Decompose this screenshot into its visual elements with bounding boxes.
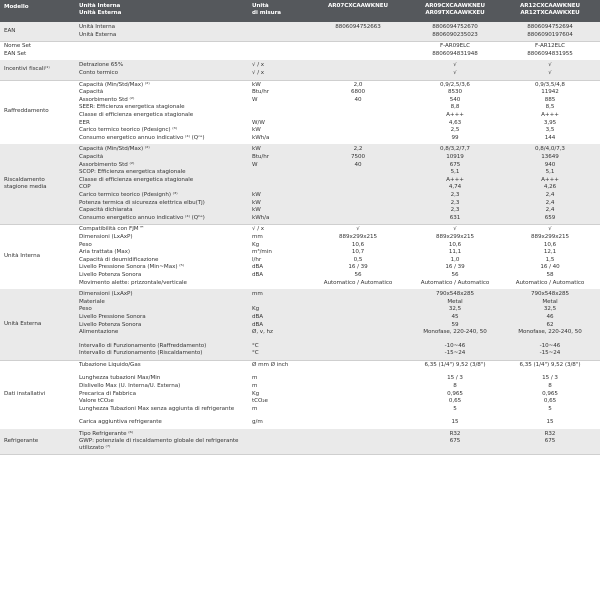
row-unit: mm — [252, 291, 263, 298]
row-name: Livello Pressione Sonora (Min~Max) ⁽⁵⁾ — [79, 264, 185, 271]
value-model-2: √ — [453, 62, 457, 69]
value-model-2: 10,6 — [448, 241, 462, 248]
row-name: Materiale — [79, 298, 105, 305]
value-model-1: 16 / 39 — [348, 264, 368, 271]
row-unit — [252, 438, 308, 452]
section-label — [4, 28, 76, 36]
value-model-3: 2,4 — [545, 207, 555, 214]
value-model-2: 2,3 — [450, 191, 460, 198]
row-unit: W — [252, 161, 258, 168]
value-model-3: 885 — [544, 96, 556, 103]
value-model-2: 16 / 39 — [445, 264, 465, 271]
row-name: Unità Interna — [79, 24, 115, 30]
row-unit: kWh/a — [252, 214, 270, 221]
value-model-2: 99 — [451, 134, 459, 141]
value-model-1: 40 — [354, 96, 362, 103]
value-model-3: 0,965 — [542, 390, 558, 397]
row-name: Dimensioni (LxAxP) — [79, 291, 133, 298]
value-model-3: A+++ — [541, 176, 559, 183]
value-model-1: 2,2 — [353, 146, 363, 153]
row-name: Classe di efficienza energetica stagionale — [79, 176, 194, 183]
row-unit: kW — [252, 127, 261, 134]
value-model-3: 13649 — [541, 153, 559, 160]
section-8 — [0, 429, 600, 454]
header-indoor-label: Unità Interna — [79, 3, 121, 9]
value-model-3: F-AR12ELC — [534, 43, 566, 50]
value-model-3: 62 — [546, 321, 554, 328]
value-model-1 — [310, 362, 406, 376]
value-model-3: 15 / 3 — [542, 375, 558, 382]
value-model-1: 8806094752663 — [335, 24, 381, 30]
value-model-2: 2,3 — [450, 199, 460, 206]
value-model-2: R32 — [449, 430, 461, 437]
section-6 — [0, 289, 600, 360]
row-name: Intervallo di Funzionamento (Raffreddamento) — [79, 342, 207, 349]
value-model-2: -15~24 — [444, 350, 466, 357]
section-label-line: Nome Set — [4, 43, 32, 50]
section-label-line: Dati installativi — [4, 390, 46, 397]
section-label-line: Unità Esterna — [4, 320, 42, 327]
row-name: Lunghezza tubazioni Max/Min — [79, 375, 161, 382]
value-model-2: 45 — [451, 313, 459, 320]
value-model-2: 8530 — [447, 89, 463, 96]
section-label — [4, 438, 76, 446]
row-unit: l/hr — [252, 256, 262, 263]
row-name: Carico termico teorico (Pdesignh) ⁽³⁾ — [79, 191, 178, 198]
value-model-2: 4,63 — [448, 119, 462, 126]
value-model-2: 1,0 — [450, 256, 460, 263]
section-label — [4, 253, 76, 261]
row-unit: Btu/hr — [252, 89, 270, 96]
row-name: Peso — [79, 306, 92, 313]
value-model-2: 32,5 — [448, 306, 462, 313]
row-unit: kW — [252, 146, 261, 153]
value-model-3: 46 — [546, 313, 554, 320]
section-0 — [0, 22, 600, 41]
section-label-line: stagione media — [4, 184, 47, 191]
row-unit: Btu/hr — [252, 153, 270, 160]
value-model-3: 8 — [548, 382, 552, 389]
value-model-1: 7500 — [350, 153, 366, 160]
value-model-2: 56 — [451, 271, 459, 278]
value-model-2: A+++ — [446, 176, 464, 183]
value-model-2: Metal — [447, 298, 463, 305]
row-name: Tipo Refrigerante ⁽⁶⁾ — [79, 430, 134, 437]
row-unit: Kg — [252, 306, 260, 313]
row-name: Precarica di Fabbrica — [79, 390, 136, 397]
row-unit: kW — [252, 207, 261, 214]
value-model-2: 4,74 — [448, 184, 462, 191]
row-unit: m — [252, 375, 258, 382]
value-model-2: 15 / 3 — [447, 375, 463, 382]
value-model-1 — [310, 329, 406, 343]
value-model-3: 2,4 — [545, 199, 555, 206]
value-model-2: 5,1 — [450, 169, 460, 176]
row-name: Aria trattata (Max) — [79, 249, 130, 256]
row-name: Capacità — [79, 89, 104, 96]
value-model-2: 675 — [449, 161, 461, 168]
value-model-3: -10~46 — [539, 342, 561, 349]
header-model-3 — [502, 3, 598, 17]
row-name: Classe di efficienza energetica stagionale — [79, 111, 194, 118]
value-model-2: -10~46 — [444, 342, 466, 349]
value-model-3: 940 — [544, 161, 556, 168]
row-unit: m — [252, 405, 258, 412]
header-model-label: Modello — [4, 4, 29, 10]
row-name: Dimensioni (LxAxP) — [79, 233, 133, 240]
section-label — [4, 66, 76, 74]
header-units — [79, 3, 251, 17]
row-unit: dBA — [252, 313, 264, 320]
row-name: Dislivello Max (U. Interna/U. Esterna) — [79, 382, 181, 389]
value-model-3: 2,4 — [545, 191, 555, 198]
value-model-3: 4,26 — [543, 184, 557, 191]
value-model-2: 8806094831948 — [432, 50, 478, 57]
row-unit: kW — [252, 81, 261, 88]
section-label — [4, 108, 76, 116]
row-name: Lunghezza Tubazioni Max senza aggiunta di refrigerante — [79, 405, 235, 412]
value-model-3: 6,35 (1/4") 9,52 (3/8") — [519, 361, 581, 368]
row-unit: √ / x — [252, 62, 265, 69]
value-model-2: Automatico / Automatico — [420, 279, 490, 286]
value-model-3: 0,8/4,0/7,3 — [535, 146, 565, 153]
row-name: Unità Esterna — [79, 31, 117, 38]
row-name: Capacità di deumidificazione — [79, 256, 159, 263]
header-measure-line2: di misura — [252, 10, 282, 16]
row-name: Movimento alette: prizzontale/verticale — [79, 279, 187, 286]
section-4 — [0, 144, 600, 224]
section-5 — [0, 224, 600, 289]
row-name: Valore tCO₂e — [79, 398, 114, 405]
section-7 — [0, 360, 600, 429]
value-model-2: 540 — [449, 96, 461, 103]
row-name: Assorbimento Std ⁽²⁾ — [79, 161, 135, 168]
value-model-2: 59 — [451, 321, 459, 328]
value-model-2: 8806090235023 — [432, 31, 478, 38]
header-model-2-outdoor: AR09TXCAAWKXEU — [425, 10, 485, 16]
value-model-3: 659 — [544, 214, 556, 221]
value-model-3: 12,1 — [543, 249, 557, 256]
row-unit: W — [252, 96, 258, 103]
value-model-3: 790x548x285 — [530, 291, 570, 298]
value-model-2: 0,9/2,5/3,6 — [440, 81, 470, 88]
header-model — [4, 4, 76, 11]
value-model-3: 144 — [544, 134, 556, 141]
row-name: Capacità dichiarata — [79, 207, 133, 214]
value-model-2: 10919 — [446, 153, 464, 160]
value-model-3: R32 — [544, 430, 556, 437]
value-model-2: 0,965 — [447, 390, 463, 397]
value-model-3: 0,65 — [543, 398, 557, 405]
value-model-3: -15~24 — [539, 350, 561, 357]
value-model-3: 3,95 — [543, 119, 557, 126]
section-label-line: Riscaldamento — [4, 176, 45, 183]
row-name: EER — [79, 119, 90, 126]
header-model-3-indoor: AR12CXCAAWKNEU — [519, 3, 580, 9]
value-model-1: 2,0 — [353, 81, 363, 88]
value-model-2: 8806094752670 — [432, 24, 478, 30]
row-name: Livello Potenza Sonora — [79, 271, 142, 278]
row-unit: kW — [252, 199, 261, 206]
row-name: Carica aggiuntiva refrigerante — [79, 419, 162, 426]
section-label-line: Incentivi fiscali⁽¹⁾ — [4, 66, 50, 73]
value-model-2: 2,3 — [450, 207, 460, 214]
value-model-3: √ — [548, 62, 552, 69]
section-label — [4, 43, 76, 58]
value-model-1: 56 — [354, 271, 362, 278]
row-unit: dBA — [252, 271, 264, 278]
value-model-3: 11942 — [541, 89, 559, 96]
value-model-3: 5,1 — [545, 169, 555, 176]
row-unit: m³/min — [252, 249, 272, 256]
value-model-3: Automatico / Automatico — [515, 279, 585, 286]
value-model-1: 10,6 — [351, 241, 365, 248]
row-name: Livello Pressione Sonora — [79, 313, 146, 320]
row-name: Peso — [79, 241, 92, 248]
header-measure — [252, 3, 308, 17]
value-model-3: 16 / 40 — [540, 264, 560, 271]
value-model-2: 15 — [451, 419, 459, 426]
value-model-1: 0,5 — [353, 256, 363, 263]
value-model-3: 8806094831955 — [527, 50, 573, 57]
value-model-1: 10,7 — [351, 249, 365, 256]
value-model-2: 2,5 — [450, 127, 460, 134]
row-unit: √ / x — [252, 226, 265, 233]
value-model-2: 8,8 — [450, 104, 460, 111]
row-name: Alimentazione — [79, 329, 119, 336]
value-model-2: 0,65 — [448, 398, 462, 405]
section-divider — [0, 454, 600, 455]
value-model-3: 889x299x215 — [530, 233, 570, 240]
value-model-2: 0,8/3,2/7,7 — [440, 146, 470, 153]
row-unit: kWh/a — [252, 134, 270, 141]
header-model-1-indoor: AR07CXCAAWKNEU — [327, 3, 388, 9]
row-unit: Kg — [252, 241, 260, 248]
value-model-3: 675 — [544, 438, 556, 445]
header-model-1 — [310, 3, 406, 10]
section-label-line: Refrigerante — [4, 437, 39, 444]
row-unit: Ø mm Ø inch — [252, 361, 289, 368]
value-model-2: 6,35 (1/4") 9,52 (3/8") — [424, 361, 486, 368]
value-model-3: 8,5 — [545, 104, 555, 111]
value-model-3: 8806094752694 — [527, 24, 573, 30]
row-name: GWP: potenziale di riscaldamento globale del refrigerante utilizzato ⁽⁷⁾ — [79, 438, 239, 452]
row-unit: √ / x — [252, 69, 265, 76]
value-model-2: √ — [453, 69, 457, 76]
row-name: Capacità (Min/Std/Max) ⁽²⁾ — [79, 146, 150, 153]
section-label — [4, 391, 76, 399]
row-name: Detrazione 65% — [79, 62, 124, 69]
row-name: COP — [79, 184, 91, 191]
section-label-line: Raffreddamento — [4, 108, 49, 115]
row-name: Assorbimento Std ⁽²⁾ — [79, 96, 135, 103]
value-model-2: A+++ — [446, 111, 464, 118]
row-unit: Kg — [252, 390, 260, 397]
row-unit: °C — [252, 342, 259, 349]
row-unit: dBA — [252, 264, 264, 271]
value-model-1 — [310, 438, 406, 452]
header-model-2-indoor: AR09CXCAAWKNEU — [424, 3, 485, 9]
value-model-3: √ — [548, 226, 552, 233]
row-name: Intervallo di Funzionamento (Riscaldamento) — [79, 350, 203, 357]
row-unit: g/m — [252, 419, 263, 426]
section-label-line: EAN — [4, 27, 16, 34]
value-model-3: 8806090197604 — [527, 31, 573, 38]
row-name: SEER: Efficienza energetica stagionale — [79, 104, 185, 111]
row-name: Tubazione Liquido/Gas — [79, 361, 141, 368]
value-model-1: √ — [356, 226, 360, 233]
value-model-1: 889x299x215 — [338, 233, 378, 240]
value-model-3: √ — [548, 69, 552, 76]
value-model-2: Monofase, 220-240, 50 — [423, 329, 487, 336]
value-model-1: 6800 — [350, 89, 366, 96]
value-model-2: 631 — [449, 214, 461, 221]
row-name: Capacità — [79, 153, 104, 160]
row-name: Consumo energetico annuo indicativo ⁽⁴⁾ (Qʰᵉ) — [79, 214, 205, 221]
section-label — [4, 321, 76, 329]
row-unit: kW — [252, 191, 261, 198]
row-name: Capacità (Min/Std/Max) ⁽²⁾ — [79, 81, 150, 88]
value-model-2: F-AR09ELC — [439, 43, 471, 50]
row-unit: Ø, v, hz — [252, 329, 273, 336]
section-label-line: EAN Set — [4, 50, 27, 57]
header-outdoor-label: Unità Esterna — [79, 10, 122, 16]
value-model-2: 889x299x215 — [435, 233, 475, 240]
value-model-3: 15 — [546, 419, 554, 426]
value-model-3: 1,5 — [545, 256, 555, 263]
value-model-2: 11,1 — [448, 249, 462, 256]
value-model-1 — [310, 406, 406, 420]
value-model-2: 5 — [453, 405, 457, 412]
row-name: Consumo energetico annuo indicativo ⁽⁴⁾ (Qᶜᵉ) — [79, 134, 205, 141]
value-model-1: 40 — [354, 161, 362, 168]
header-measure-line1: Unità — [252, 3, 269, 9]
value-model-2: 8 — [453, 382, 457, 389]
row-unit: W/W — [252, 119, 265, 126]
section-2 — [0, 60, 600, 79]
value-model-3: 3,5 — [545, 127, 555, 134]
section-1 — [0, 41, 600, 60]
section-3 — [0, 80, 600, 145]
value-model-3: A+++ — [541, 111, 559, 118]
value-model-3: Monofase, 220-240, 50 — [518, 329, 582, 336]
row-unit: tCO₂e — [252, 398, 268, 405]
row-name: Potenza termica di sicurezza elettrica elbu(Tj) — [79, 199, 205, 206]
value-model-3: 0,9/3,5/4,8 — [535, 81, 565, 88]
row-name: Carico termico teorico (Pdesignc) ⁽³⁾ — [79, 127, 178, 134]
section-label-line: Unità Interna — [4, 252, 40, 259]
row-unit: dBA — [252, 321, 264, 328]
row-name: Livello Potenza Sonora — [79, 321, 142, 328]
row-name: SCOP: Efficienza energetica stagionale — [79, 169, 186, 176]
value-model-2: 790x548x285 — [435, 291, 475, 298]
value-model-2: √ — [453, 226, 457, 233]
row-unit: mm — [252, 233, 263, 240]
value-model-3: 5 — [548, 405, 552, 412]
header-model-2 — [407, 3, 503, 17]
value-model-2: 675 — [449, 438, 461, 445]
value-model-3: 58 — [546, 271, 554, 278]
section-label — [4, 177, 76, 192]
row-name: Conto termico — [79, 69, 118, 76]
row-unit: °C — [252, 350, 259, 357]
value-model-3: Metal — [542, 298, 558, 305]
value-model-3: 10,6 — [543, 241, 557, 248]
header-model-3-outdoor: AR12TXCAAWKXEU — [520, 10, 580, 16]
row-unit: m — [252, 382, 258, 389]
value-model-1: Automatico / Automatico — [323, 279, 393, 286]
value-model-3: 32,5 — [543, 306, 557, 313]
table-header — [0, 0, 600, 22]
row-name: Compatibilità con FJM™ — [79, 226, 145, 233]
